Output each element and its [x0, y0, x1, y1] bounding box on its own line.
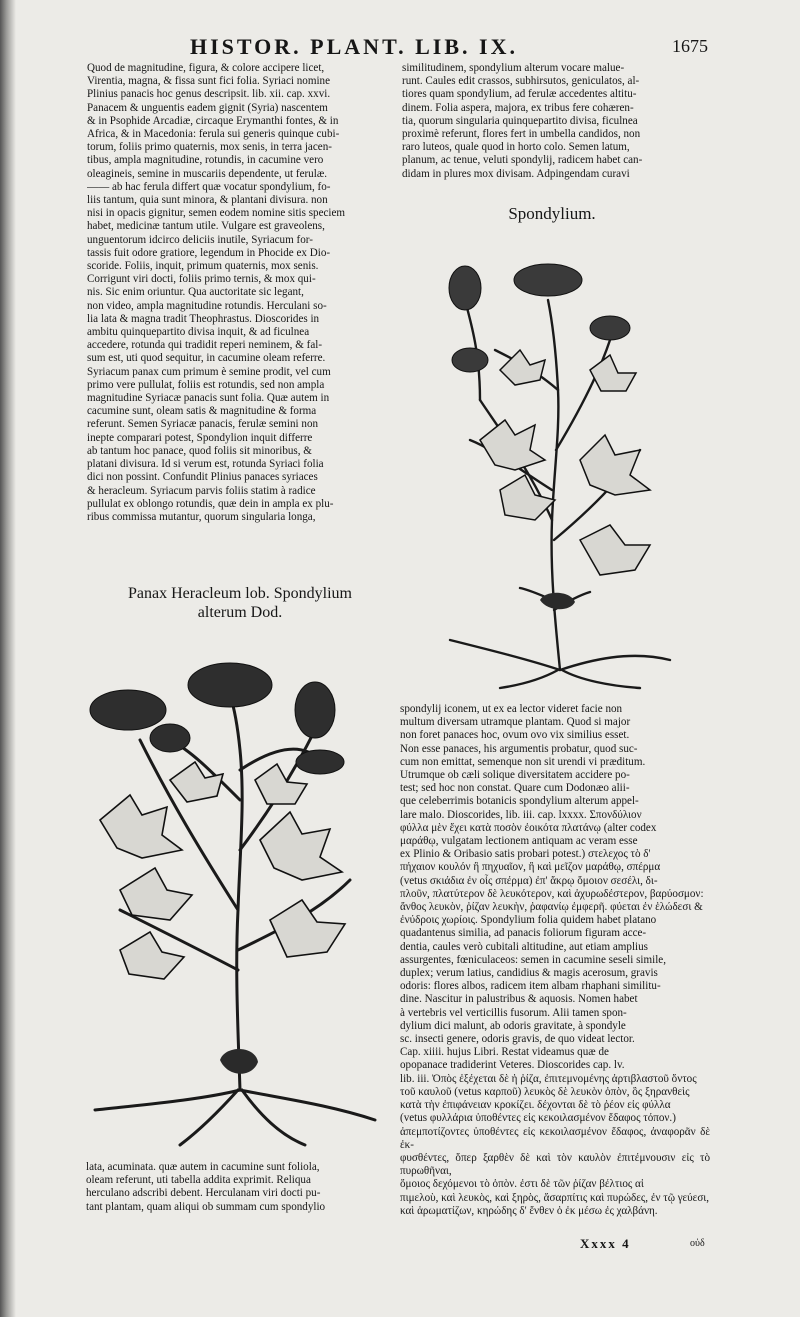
- catchword: οὐδ: [690, 1238, 705, 1249]
- right-column-top-text: similitudinem, spondylium alterum vocare malue- runt. Caules edit crassos, subhirsutos, geniculatos, al- tiores quam spondylium, ad ferulæ accedentes altitu- dinem. Folia aspera, majora, ex tribus fere cohæren- tia, quorum singularia quinquepartito divisa, ficulnea proximè referunt, flores fert in umbella candidos, non raro luteos, quale quod in horto colo. Semen latum, planum, ac tenue, veluti spondylij, radicem habet can- didam in plures mox divisam. Adpingendam curavi: [402, 62, 643, 180]
- right-column-bottom-text: spondylij iconem, ut ex ea lector videret facie non multum diversam utramque plantam. Quod si major non foret panaces hoc, ovum ovo vix similius esset. Non esse panaces, his argumentis probatur, quod suc- cum non emittat, semenque non sit urendi vi præditum. Utrumque ob cæli solique diversitatem accidere po- test; sed hoc non constat. Quare cum Dodonæo alii- que celeberrimis botanicis spondylium alterum appel- lare malo. Dioscorides, lib. iii. cap. lxxxx. Σπονδύλιον φύλλα μὲν ἔχει κατὰ ποσὸν ἐοικότα πλατάνῳ (alter codex μαράθῳ, vulgatam lectionem antiquam ac veram esse ex Plinio & Oribasio satis probari potest.) στελεχος τὸ δ' πήχαιον κουλόν ἢ πηχυαῖον, ἢ καὶ μεῖζον μαράθῳ, σπέρμα (vetus σκιάδια ἐν οἷς σπέρμα) ἐπ' ἄκρῳ ὅμοιον σεσέλι, δι- πλοῦν, πλατύτερον δὲ λευκότερον, καὶ ἀχυρωδέστερον, βαρύοσμον: ἄνθος λευκὸν, ῥίζαν λευκὴν, ῥαφανίῳ ἐμφερῆ. φύεται ἐν ἑλώδεσι & ἐνύδροις χωρίοις. Spondylium folia quidem habet platano quadantenus similia, ad panacis foliorum figuram acce- dentia, caules verò cubitali altitudine, aut etiam amplius assurgentes, fœniculaceos: semen in cacumine seseli simile, duplex; verum latius, candidius & magis acerosum, gravis odoris: flores albos, radicem item albam rhaphani similitu- dine. Nascitur in palustribus & aquosis. Nomen habet à vertebris vel verticillis fusorum. Alii tamen spon- dylium dici malunt, ab odoris gravitate, à spondyle sc. insecti genere, odoris gravis, de quo videat lector. Cap. xiiii. hujus Libri. Restat videamus quæ de opopanace tradiderint Veteres. Dioscorides cap. lv. lib. iii. Ὀπὸς ἐξέχεται δὲ ἡ ῥίζα, ἐπιτεμνομένης ἀρτιβλαστοῦ ὄντος τοῦ καυλοῦ (vetus καρποῦ) λευκὸς δὲ λευκὸν ὀπὸν, ὃς ξηρανθεὶς κατὰ τὴν ἐπιφάνειαν κροκίζει. δέχονται δὲ τὸ ῥέον εἰς φύλλα (vetus φυλλάρια ὑποθέντες εἰς κεκοιλασμένον ἔδαφος τόπον.) ἀπεμποτίζοντες ὑποθέντες εἰς κεκοιλασμένον ἔδαφος, ἀναφορᾶν δὲ ἐκ- φυσθέντες, ὅπερ ξαρθὲν δὲ καὶ τὸν καυλὸν ἐπιτέμνουσιν εἰς τὸ πυρωθῆναι, ὅμοιος δεχόμενοι τὸ ὀπὸν. ἐστι δὲ τῶν ῥίζαν βέλτιος αἱ πιμελοὺ, καὶ λευκὸς, καὶ ξηρὸς, ἄσαρπίτις καὶ πυρώδες, ἐν τῷ γεύεσι, καὶ ἀρωματίζων, κηρώδης δ' ἔνθεν ὁ ἐκ μέσω ἐς χαλβάνη.: [400, 703, 710, 1217]
- panax-heracleum-caption-line1: Panax Heracleum lob. Spondylium: [128, 585, 352, 602]
- spondylium-caption: Spondylium.: [508, 204, 596, 223]
- spondylium-woodcut: [440, 240, 700, 690]
- running-title: HISTOR. PLANT. LIB. IX.: [190, 34, 518, 59]
- left-column-top-text: Quod de magnitudine, figura, & colore accipere licet, Virentia, magna, & fissa sunt fici folia. Syriaci nomine Plinius panacis hoc genus descripsit. lib. xii. cap. xxvi. Panacem & unguentis eadem gignit (Syria) nascentem & in Psophide Arcadiæ, circaque Erymanthi fontes, & in Africa, & in Macedonia: ferula sui generis quinque cubi- torum, foliis primo quaternis, mox senis, in terra jacen- tibus, ampla magnitudine, rotundis, in cacumine vero oleagineis, semine in muscariis dependente, ut ferulæ. —— ab hac ferula differt quæ vocatur spondylium, fo- liis tantum, quia sunt minora, & plantani divisura. non nisi in opacis gignitur, semen eodem nomine sitis speciem habet, medicinæ tantum utile. Vulgare est graveolens, unguentorum idcirco deliciis inutile, Syriacum for- tassis fuit odore gratiore, legendum in Phocide ex Dio- scoride. Foliis, inquit, primum quaternis, mox senis. Corrigunt viri docti, foliis primo ternis, & mox qui- nis. Sic enim oriuntur. Qua auctoritate sic legant, non video, ampla magnitudine rotundis. Herculani so- lia lata & magna tradit Theophrastus. Dioscorides in ambitu quinquepartito divisa inquit, & ad ficulnea accedere, rotunda qui tradidit reperi neminem, & fal- sum est, uti quod sequitur, in cacumine oleam referre. Syriacum panax cum primum è semine prodit, vel cum primo vere pullulat, foliis est rotundis, sed non ampla magnitudine Syriacæ panacis sunt folia. Quæ autem in cacumine sunt, oleam satis & magnitudine & forma referunt. Semen Syriacæ panacis, ferulæ semini non inepte comparari potest, Spondylion inquit differre ab tantum hoc panace, quod foliis sit minoribus, & platani divisura. Id si verum est, rotunda Syriaci folia dici non possint. Confundit Plinius panaces syriaces & heracleum. Syriacum parvis foliis statim à radice pullulat ex oblongo rotundis, quæ dein in ampla ex plu- ribus commissa mutantur, quorum singularia longa,: [87, 62, 346, 523]
- left-column-bottom-text: lata, acuminata. quæ autem in cacumine sunt foliola, oleam referunt, uti tabella addita exprimit. Reliqua herculano adscribi debent. Herculanam viri docti pu- tant plantam, quam aliqui ob summam cum spondylio: [86, 1161, 326, 1213]
- panax-heracleum-woodcut: [80, 650, 380, 1150]
- panax-heracleum-caption: [90, 584, 390, 622]
- page-number: 1675: [672, 36, 708, 56]
- signature-mark: Xxxx 4: [580, 1236, 631, 1251]
- panax-heracleum-caption-line2: alterum Dod.: [197, 604, 283, 621]
- running-header: [190, 34, 708, 60]
